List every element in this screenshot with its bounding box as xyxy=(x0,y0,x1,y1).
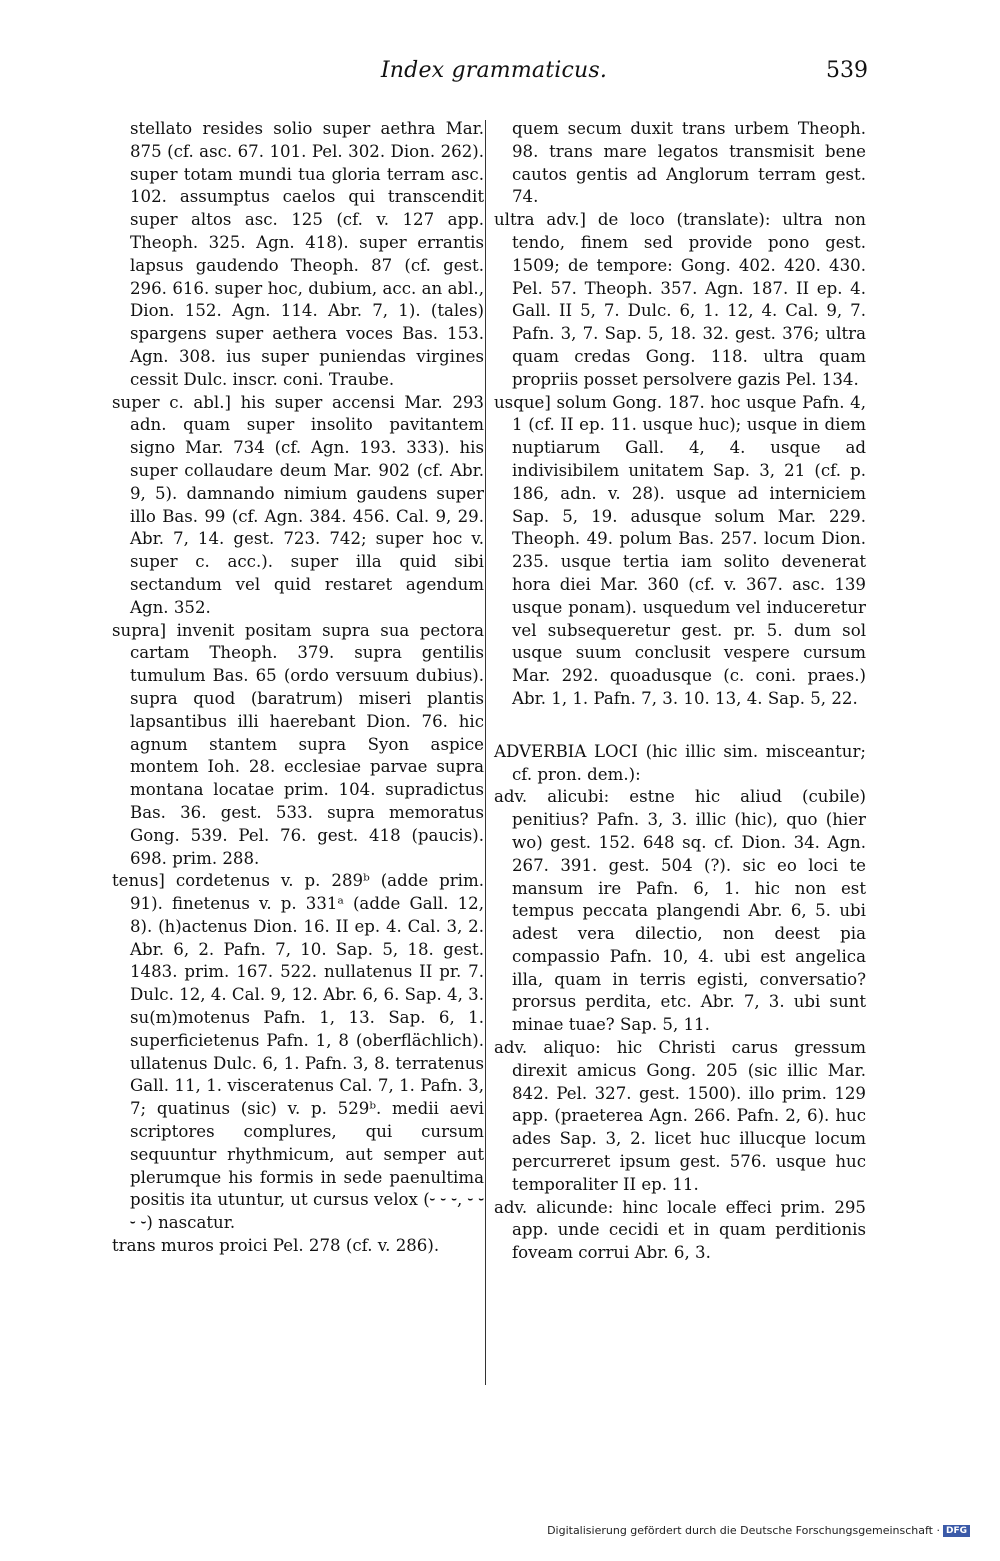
index-entry: stellato resides solio super aethra Mar. 875 (cf. asc. 67. 101. Pel. 302. Dion. 262). super totam mundi tua gloria terram asc. 102. assumptus caelos qui transcendit super altos asc. 125 (cf. v. 127 app. Theoph. 325. Agn. 418). super errantis lapsus gaudendo Theoph. 87 (cf. gest. 296. 616. super hoc, dubium, acc. an abl., Dion. 152. Agn. 114. Abr. 7, 1). (tales) spargens super aethera voces Bas. 153. Agn. 308. ius super puniendas virgines cessit Dulc. inscr. coni. Traube. xyxy=(130,119,484,389)
section-gap xyxy=(494,711,866,741)
left-column xyxy=(112,118,484,1258)
index-entry: ultra adv.] de loco (translate): ultra non tendo, finem sed provide pono gest. 1509; de tempore: Gong. 402. 420. 430. Pel. 57. Theoph. 357. Agn. 187. II ep. 4. Gall. II 5, 7. Dulc. 6, 1. 12, 4. Cal. 9, 7. Pafn. 3, 7. Sap. 5, 18. 32. gest. 376; ultra quam credas Gong. 118. ultra quam propriis posset persolvere gazis Pel. 134. xyxy=(494,210,866,389)
index-entry: usque] solum Gong. 187. hoc usque Pafn. 4, 1 (cf. II ep. 11. usque huc); usque in diem nuptiarum Gall. 4, 4. usque ad indivisibilem unitatem Sap. 3, 21 (cf. p. 186, adn. v. 28). usque ad interniciem Sap. 5, 19. adusque solum Mar. 229. Theoph. 49. polum Bas. 257. locum Dion. 235. usque tertia iam solito devenerat hora diei Mar. 360 (cf. v. 367. asc. 139 usque ponam). usquedum vel induceretur vel subsequeretur gest. pr. 5. dum sol usque suum conclusit vespere cursum Mar. 292. quoadusque (c. coni. praes.) Abr. 1, 1. Pafn. 7, 3. 10. 13, 4. Sap. 5, 22. xyxy=(494,392,866,708)
index-entry: trans muros proici Pel. 278 (cf. v. 286). xyxy=(112,1236,440,1256)
right-column xyxy=(494,118,866,1265)
index-entry: tenus] cordetenus v. p. 289ᵇ (adde prim. 91). finetenus v. p. 331ᵃ (adde Gall. 12, 8). (h)actenus Dion. 16. II ep. 4. Cal. 3, 2. Abr. 6, 2. Pafn. 7, 10. Sap. 5, 18. gest. 1483. prim. 167. 522. nullatenus II pr. 7. Dulc. 12, 4. Cal. 9, 12. Abr. 6, 6. Sap. 4, 3. su(m)motenus Pafn. 1, 13. Sap. 6, 1. superficietenus Pafn. 1, 8 (oberflächlich). ullatenus Dulc. 6, 1. Pafn. 3, 8. terratenus Gall. 11, 1. visceratenus Cal. 7, 1. Pafn. 3, 7; quatinus (sic) v. p. 529ᵇ. medii aevi scriptores complures, qui cursum sequuntur rhythmicum, aut semper aut plerumque his formis in sede paenultima positis ita utuntur, ut cursus velox (⏑ ⏑ ⏑, ⏑ ⏑ ⏑ ⏑) nascatur. xyxy=(112,871,484,1233)
index-entry: adv. aliquo: hic Christi carus gressum direxit amicus Gong. 205 (sic illic Mar. 842. Pel. 327. gest. 1500). illo prim. 129 app. (praeterea Agn. 266. Pafn. 2, 6). huc ades Sap. 3, 2. licet huc illucque locum percurreret ipsum gest. 576. usque huc temporaliter II ep. 11. xyxy=(494,1038,866,1194)
index-entry: super c. abl.] his super accensi Mar. 293 adn. quam super insolito pavitantem signo Mar. 734 (cf. Agn. 193. 333). his super collaudare deum Mar. 902 (cf. Abr. 9, 5). damnando nimium gaudens super illo Bas. 99 (cf. Agn. 384. 456. Cal. 9, 29. Abr. 7, 14. gest. 723. 742; super hoc v. super c. acc.). super illa quid sibi sectandum vel quid restaret agendum Agn. 352. xyxy=(112,392,484,617)
index-entry: adv. alicunde: hinc locale effeci prim. 295 app. unde cecidi et in quam perditionis foveam corrui Abr. 6, 3. xyxy=(494,1197,866,1263)
page-number: 539 xyxy=(826,58,868,83)
footer-text: Digitalisierung gefördert durch die Deutsche Forschungsgemeinschaft · xyxy=(547,1524,940,1537)
index-entry: ADVERBIA LOCI (hic illic sim. misceantur; cf. pron. dem.): xyxy=(494,741,866,784)
dfg-logo: DFG xyxy=(943,1525,970,1537)
index-entry: adv. alicubi: estne hic aliud (cubile) penitius? Pafn. 3, 3. illic (hic), quo (hier wo) gest. 152. 648 sq. cf. Dion. 34. Agn. 267. 391. gest. 504 (?). sic eo loci te mansum ire Pafn. 6, 1. hic non est tempus peccata plangendi Abr. 6, 5. ubi adest vera dilectio, non deest pia compassio Pafn. 10, 4. ubi est angelica illa, quam in terris egisti, conversatio? prorsus perdita, etc. Abr. 7, 3. ubi sunt minae tuae? Sap. 5, 11. xyxy=(494,787,866,1035)
index-entry: supra] invenit positam supra sua pectora cartam Theoph. 379. supra gentilis tumulum Bas. 65 (ordo versuum dubius). supra quod (baratrum) miseri plantis lapsantibus illi haerebant Dion. 76. hic agnum stantem supra Syon aspice montem Ioh. 28. ecclesiae parvae supra montana locatae prim. 104. supradictus Bas. 36. gest. 533. supra memoratus Gong. 539. Pel. 76. gest. 418 (paucis). 698. prim. 288. xyxy=(112,620,484,868)
column-divider xyxy=(485,120,486,1385)
running-title: Index grammaticus. xyxy=(380,58,608,83)
page-header xyxy=(120,58,868,88)
index-entry: quem secum duxit trans urbem Theoph. 98. trans mare legatos transmisit bene cautos gentis ad Anglorum terram gest. 74. xyxy=(512,119,866,207)
footer-credit xyxy=(547,1524,970,1537)
